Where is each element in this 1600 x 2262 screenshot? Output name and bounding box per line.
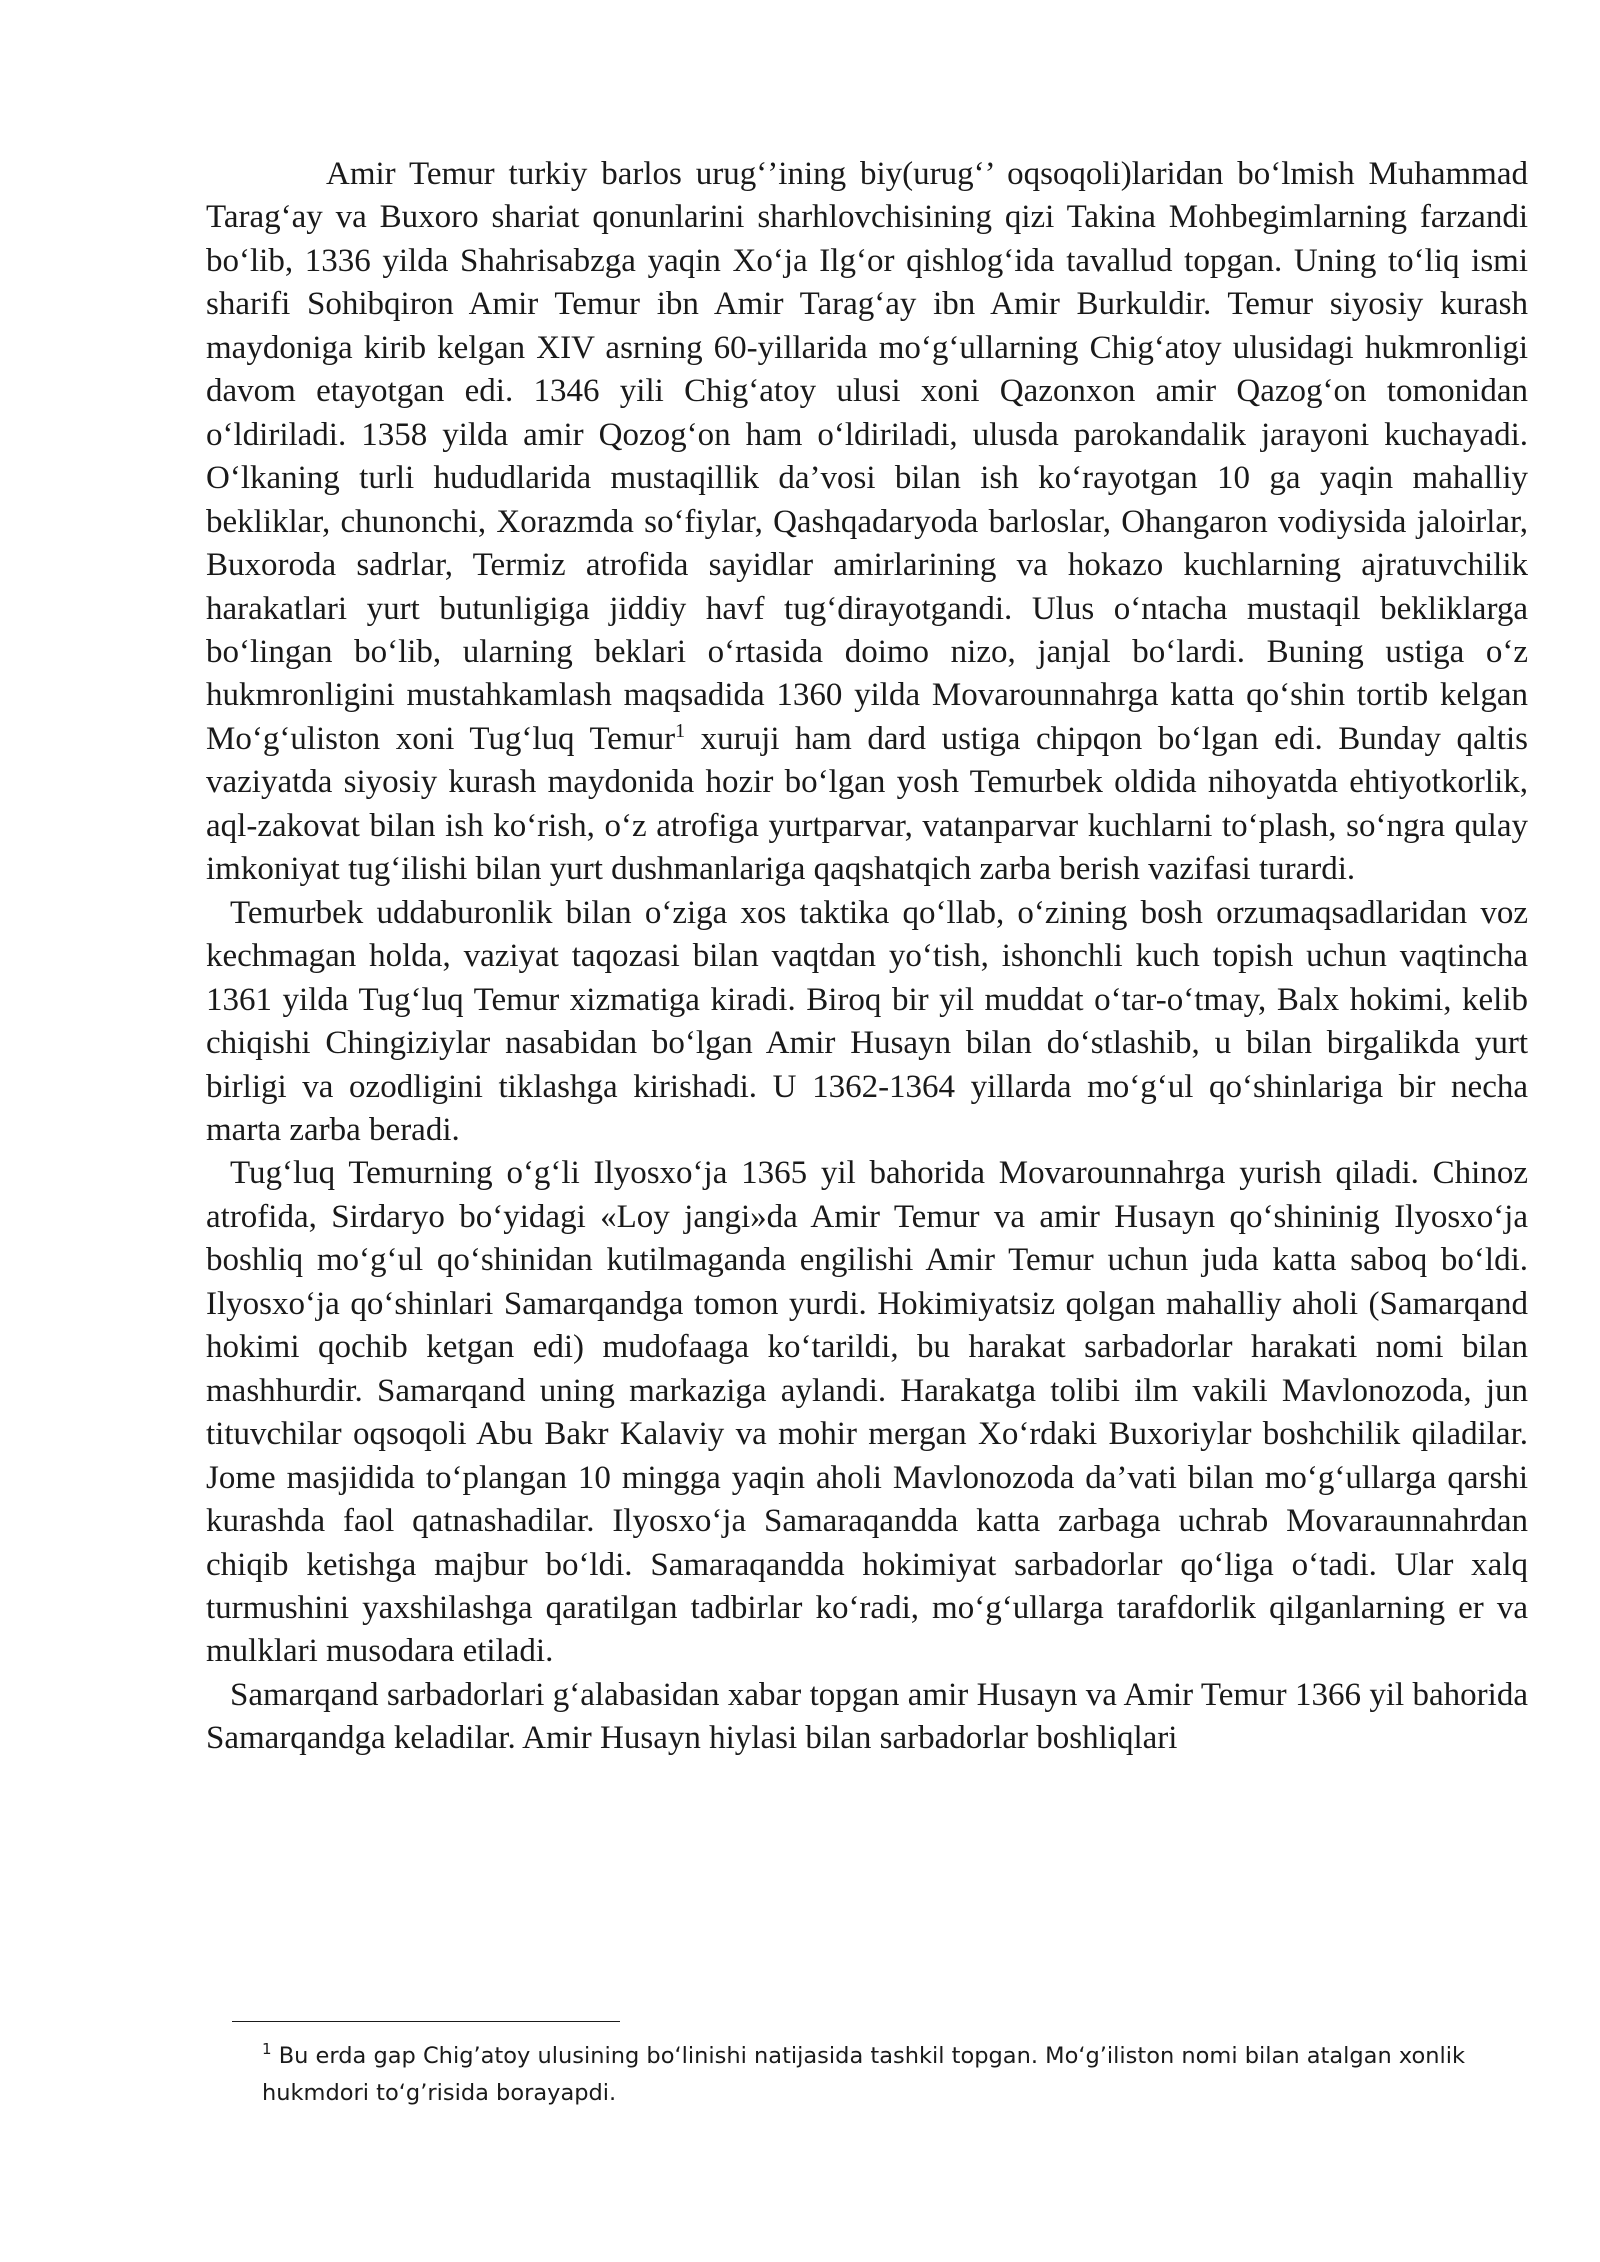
footnote-separator — [232, 2021, 620, 2022]
paragraph-4: Samarqand sarbadorlari g‘alabasidan xabar topgan amir Husayn va Amir Temur 1366 yil bahorida Samarqandga keladilar. Amir Husayn hiylasi bilan sarbadorlar boshliqlari — [206, 1676, 1528, 1757]
document-body — [206, 153, 1528, 1761]
paragraph-3: Tug‘luq Temurning o‘g‘li Ilyosxo‘ja 1365 yil bahorida Movarounnahrga yurish qiladi. Chinoz atrofida, Sirdaryo bo‘yidagi «Loy jangi»da Amir Temur va amir Husayn qo‘shininig Ilyosxo‘ja boshliq mo‘g‘ul qo‘shinidan kutilmaganda engilishi Amir Temur uchun juda katta saboq bo‘ldi. Ilyosxo‘ja qo‘shinlari Samarqandga tomon yurdi. Hokimiyatsiz qolgan mahalliy aholi (Samarqand hokimi qochib ketgan edi) mudofaaga ko‘tarildi, bu harakat sarbadorlar harakati nomi bilan mashhurdir. Samarqand uning markaziga aylandi. Harakatga tolibi ilm vakili Mavlonozoda, jun tituvchilar oqsoqoli Abu Bakr Kalaviy va mohir mergan Xo‘rdaki Buxoriylar boshchilik qiladilar. Jome masjidida to‘plangan 10 mingga yaqin aholi Mavlonozoda da’vati bilan mo‘g‘ullarga qarshi kurashda faol qatnashadilar. Ilyosxo‘ja Samaraqandda katta zarbaga uchrab Movaraunnahrdan chiqib ketishga majbur bo‘ldi. Samaraqandda hokimiyat sarbadorlar qo‘liga o‘tadi. Ular xalq turmushini yaxshilashga qaratilgan tadbirlar ko‘radi, mo‘g‘ullarga tarafdorlik qilganlarning er va mulklari musodara etiladi. — [206, 1155, 1528, 1670]
paragraph-1-text-start: Amir Temur turkiy barlos urug‘’ining biy(urug‘’ oqsoqoli)laridan bo‘lmish Muhammad Tarag‘ay va Buxoro shariat qonunlarini sharhlovchisining qizi Takina Mohbegimlarning farzandi bo‘lib, 1336 yilda Shahrisabzga yaqin Xo‘ja Ilg‘or qishlog‘ida tavallud topgan. Uning to‘liq ismi sharifi Sohibqiron Amir Temur ibn Amir Tarag‘ay ibn Amir Burkuldir. Temur siyosiy kurash maydoniga kirib kelgan XIV asrning 60-yillarida mo‘g‘ullarning Chig‘atoy ulusidagi hukmronligi davom etayotgan edi. 1346 yili Chig‘atoy ulusi xoni Qazonxon amir Qazog‘on tomonidan o‘ldiriladi. 1358 yilda amir Qozog‘on ham o‘ldiriladi, ulusda parokandalik jarayoni kuchayadi. O‘lkaning turli hududlarida mustaqillik da’vosi bilan ish ko‘rayotgan 10 ga yaqin mahalliy bekliklar, chunonchi, Xorazmda so‘fiylar, Qashqadaryoda barloslar, Ohangaron vodiysida jaloirlar, Buxoroda sadrlar, Termiz atrofida sayidlar amirlarining va hokazo kuchlarning ajratuvchilik harakatlari yurt butunligiga jiddiy havf tug‘dirayotgandi. Ulus o‘ntacha mustaqil bekliklarga bo‘lingan bo‘lib, ularning beklari o‘rtasida doimo nizo, janjal bo‘lardi. Buning ustiga o‘z hukmronligini mustahkamlash maqsadida 1360 yilda Movarounnahrga katta qo‘shin tortib kelgan Mo‘g‘uliston xoni Tug‘luq Temur — [206, 156, 1528, 757]
footnote — [262, 2038, 1502, 2112]
footnote-reference[interactable]: 1 — [675, 719, 686, 742]
paragraph-1-text-end: xuruji ham dard ustiga chipqon bo‘lgan edi. Bunday qaltis vaziyatda siyosiy kurash maydonida hozir bo‘lgan yosh Temurbek oldida nihoyatda ehtiyotkorlik, aql-zakovat bilan ish ko‘rish, o‘z atrofiga yurtparvar, vatanparvar kuchlarni to‘plash, so‘ngra qulay imkoniyat tug‘ilishi bilan yurt dushmanlariga qaqshatqich zarba berish vazifasi turardi. — [206, 720, 1528, 888]
footnote-number: 1 — [262, 2040, 272, 2058]
footnote-1 — [262, 2038, 1502, 2112]
paragraph-2: Temurbek uddaburonlik bilan o‘ziga xos taktika qo‘llab, o‘zining bosh orzumaqsadlaridan voz kechmagan holda, vaziyat taqozasi bilan vaqtdan yo‘tish, ishonchli kuch topish uchun vaqtincha 1361 yilda Tug‘luq Temur xizmatiga kiradi. Biroq bir yil muddat o‘tar-o‘tmay, Balx hokimi, kelib chiqishi Chingiziylar nasabidan bo‘lgan Amir Husayn bilan do‘stlashib, u bilan birgalikda yurt birligi va ozodligini tiklashga kirishadi. U 1362-1364 yillarda mo‘g‘ul qo‘shinlariga bir necha marta zarba beradi. — [206, 894, 1528, 1148]
footnote-text: Bu erda gap Chig’atoy ulusining bo‘linishi natijasida tashkil topgan. Mo‘g’iliston nomi bilan atalgan xonlik hukmdori to‘g’risida borayapdi. — [262, 2043, 1466, 2106]
paragraph-1 — [206, 153, 1528, 892]
